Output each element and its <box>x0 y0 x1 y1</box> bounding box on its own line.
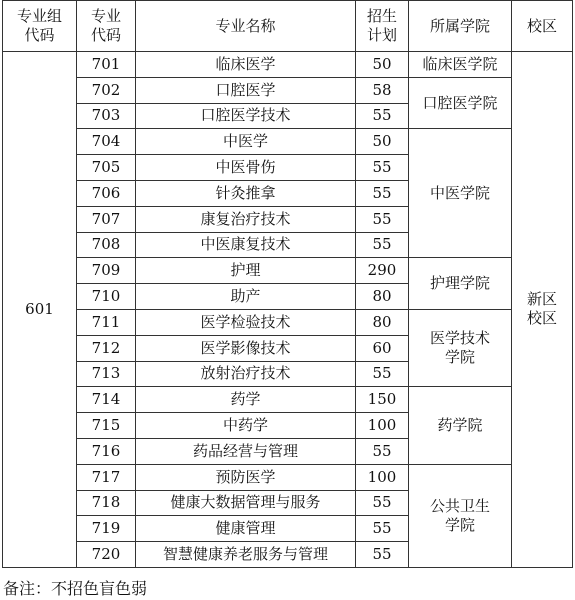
major-name-cell: 药学 <box>136 387 356 413</box>
major-name-cell: 预防医学 <box>136 464 356 490</box>
plan-cell: 55 <box>356 206 409 232</box>
plan-cell: 150 <box>356 387 409 413</box>
college-cell: 公共卫生 学院 <box>409 464 512 567</box>
plan-cell: 100 <box>356 413 409 439</box>
header-campus: 校区 <box>512 1 573 52</box>
group-code-cell: 601 <box>3 52 77 568</box>
table-row <box>3 387 573 413</box>
major-code-cell: 707 <box>77 206 136 232</box>
major-name-cell: 中药学 <box>136 413 356 439</box>
major-code-cell: 702 <box>77 77 136 103</box>
major-name-cell: 口腔医学技术 <box>136 103 356 129</box>
college-cell: 药学院 <box>409 387 512 464</box>
college-cell: 医学技术 学院 <box>409 309 512 386</box>
plan-cell: 80 <box>356 309 409 335</box>
major-code-cell: 705 <box>77 155 136 181</box>
major-name-cell: 口腔医学 <box>136 77 356 103</box>
college-cell: 护理学院 <box>409 258 512 310</box>
major-code-cell: 717 <box>77 464 136 490</box>
table-header <box>3 1 573 52</box>
major-code-cell: 706 <box>77 180 136 206</box>
campus-cell: 新区 校区 <box>512 52 573 568</box>
plan-cell: 100 <box>356 464 409 490</box>
major-code-cell: 714 <box>77 387 136 413</box>
table-row <box>3 52 573 78</box>
major-name-cell: 放射治疗技术 <box>136 361 356 387</box>
plan-cell: 80 <box>356 284 409 310</box>
major-code-cell: 713 <box>77 361 136 387</box>
major-name-cell: 健康管理 <box>136 516 356 542</box>
major-name-cell: 中医骨伤 <box>136 155 356 181</box>
table-row <box>3 258 573 284</box>
table-body <box>3 52 573 568</box>
college-cell: 临床医学院 <box>409 52 512 78</box>
header-college: 所属学院 <box>409 1 512 52</box>
major-name-cell: 医学检验技术 <box>136 309 356 335</box>
major-code-cell: 701 <box>77 52 136 78</box>
major-code-cell: 711 <box>77 309 136 335</box>
major-name-cell: 健康大数据管理与服务 <box>136 490 356 516</box>
major-name-cell: 医学影像技术 <box>136 335 356 361</box>
major-code-cell: 715 <box>77 413 136 439</box>
enrollment-table <box>2 0 573 568</box>
plan-cell: 55 <box>356 232 409 258</box>
major-code-cell: 716 <box>77 438 136 464</box>
major-code-cell: 720 <box>77 542 136 568</box>
footnote: 备注：不招色盲色弱 <box>3 579 148 598</box>
table-row <box>3 129 573 155</box>
header-major-name: 专业名称 <box>136 1 356 52</box>
major-code-cell: 712 <box>77 335 136 361</box>
major-code-cell: 708 <box>77 232 136 258</box>
major-code-cell: 719 <box>77 516 136 542</box>
header-enroll-plan: 招生 计划 <box>356 1 409 52</box>
plan-cell: 60 <box>356 335 409 361</box>
major-name-cell: 针灸推拿 <box>136 180 356 206</box>
plan-cell: 55 <box>356 438 409 464</box>
plan-cell: 55 <box>356 542 409 568</box>
plan-cell: 50 <box>356 52 409 78</box>
major-code-cell: 704 <box>77 129 136 155</box>
major-name-cell: 康复治疗技术 <box>136 206 356 232</box>
college-cell: 中医学院 <box>409 129 512 258</box>
header-group-code: 专业组 代码 <box>3 1 77 52</box>
major-name-cell: 中医学 <box>136 129 356 155</box>
major-name-cell: 智慧健康养老服务与管理 <box>136 542 356 568</box>
major-code-cell: 703 <box>77 103 136 129</box>
table-row <box>3 309 573 335</box>
plan-cell: 55 <box>356 490 409 516</box>
major-code-cell: 709 <box>77 258 136 284</box>
table-row <box>3 77 573 103</box>
major-code-cell: 710 <box>77 284 136 310</box>
major-code-cell: 718 <box>77 490 136 516</box>
plan-cell: 55 <box>356 155 409 181</box>
college-cell: 口腔医学院 <box>409 77 512 129</box>
plan-cell: 50 <box>356 129 409 155</box>
major-name-cell: 药品经营与管理 <box>136 438 356 464</box>
major-name-cell: 助产 <box>136 284 356 310</box>
major-name-cell: 护理 <box>136 258 356 284</box>
plan-cell: 58 <box>356 77 409 103</box>
plan-cell: 55 <box>356 361 409 387</box>
header-major-code: 专业 代码 <box>77 1 136 52</box>
major-name-cell: 中医康复技术 <box>136 232 356 258</box>
plan-cell: 290 <box>356 258 409 284</box>
major-name-cell: 临床医学 <box>136 52 356 78</box>
plan-cell: 55 <box>356 516 409 542</box>
plan-cell: 55 <box>356 103 409 129</box>
plan-cell: 55 <box>356 180 409 206</box>
table-row <box>3 464 573 490</box>
